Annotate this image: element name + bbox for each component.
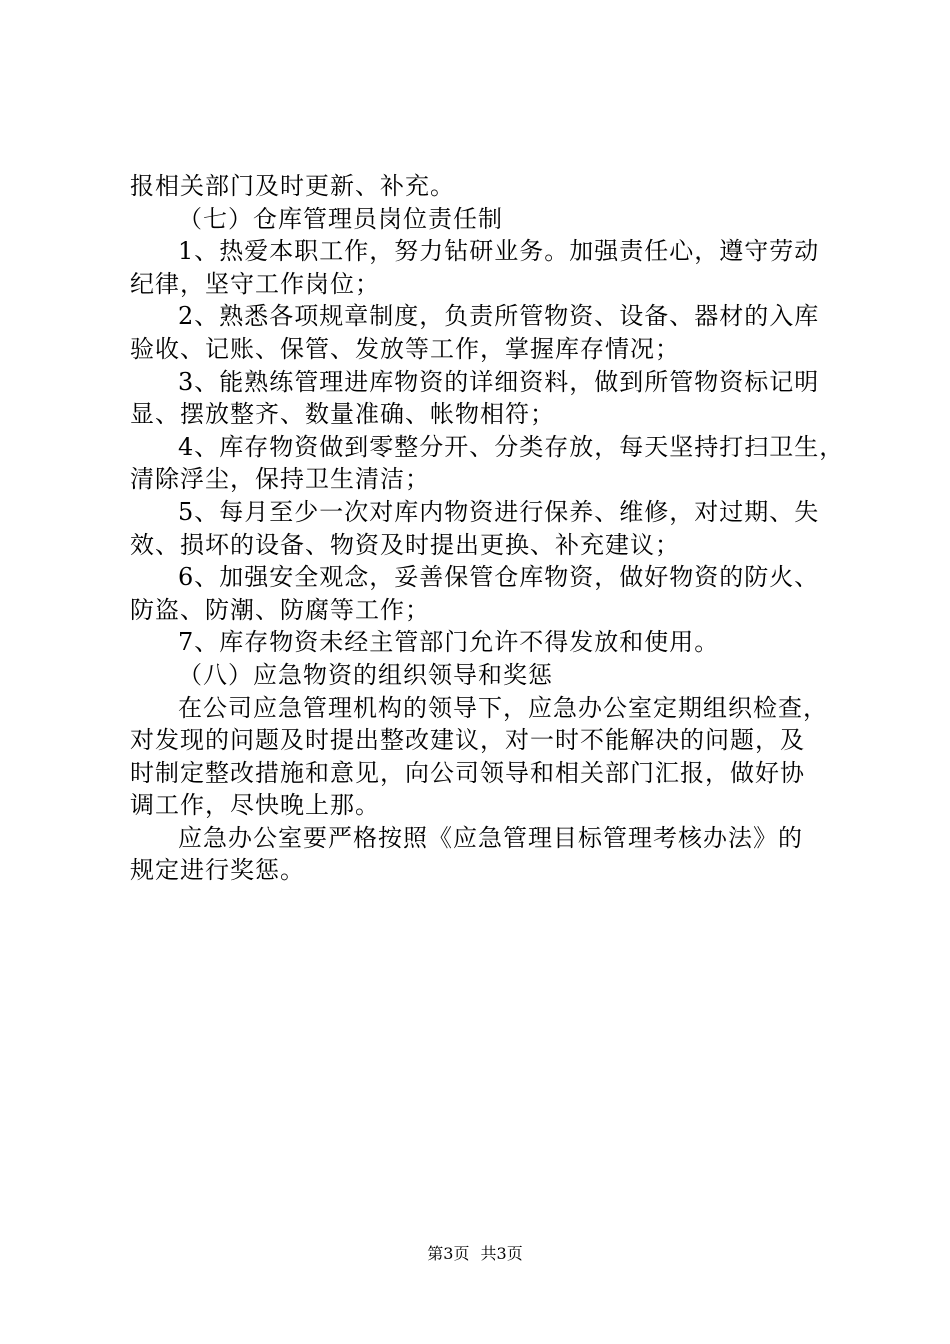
- text-line: 4、库存物资做到零整分开、分类存放，每天坚持打扫卫生，: [178, 432, 845, 461]
- text-line: 时制定整改措施和意见，向公司领导和相关部门汇报，做好协: [130, 758, 805, 787]
- text-line: 清除浮尘，保持卫生清洁；: [130, 465, 430, 494]
- text-line: 调工作，尽快晚上那。: [130, 791, 380, 820]
- page-number: 第3页: [427, 1244, 470, 1263]
- text-line: 7、库存物资未经主管部门允许不得发放和使用。: [178, 628, 720, 657]
- text-line: 防盗、防潮、防腐等工作；: [130, 595, 430, 624]
- text-line: 报相关部门及时更新、补充。: [130, 172, 455, 200]
- text-line: 3、能熟练管理进库物资的详细资料，做到所管物资标记明: [178, 367, 820, 396]
- text-line: 显、摆放整齐、数量准确、帐物相符；: [130, 400, 555, 429]
- section-heading-7: （七）仓库管理员岗位责任制: [178, 204, 503, 233]
- text-line: 5、每月至少一次对库内物资进行保养、维修，对过期、失: [178, 497, 820, 526]
- text-line: 应急办公室要严格按照《应急管理目标管理考核办法》的: [178, 823, 803, 852]
- text-line: 2、熟悉各项规章制度，负责所管物资、设备、器材的入库: [178, 302, 820, 331]
- page-total: 共3页: [480, 1244, 523, 1263]
- document-body: [130, 170, 845, 887]
- text-line: 在公司应急管理机构的领导下，应急办公室定期组织检查，: [178, 693, 828, 722]
- text-line: 验收、记账、保管、发放等工作，掌握库存情况；: [130, 334, 680, 363]
- text-line: 对发现的问题及时提出整改建议，对一时不能解决的问题，及: [130, 726, 805, 755]
- text-line: 6、加强安全观念，妥善保管仓库物资，做好物资的防火、: [178, 563, 820, 592]
- page-footer: [0, 1244, 950, 1264]
- text-line: 效、损坏的设备、物资及时提出更换、补充建议；: [130, 530, 680, 559]
- text-line: 纪律，坚守工作岗位；: [130, 269, 380, 298]
- text-line: 1、热爱本职工作，努力钻研业务。加强责任心，遵守劳动: [178, 237, 820, 266]
- section-heading-8: （八）应急物资的组织领导和奖惩: [178, 660, 553, 689]
- text-line: 规定进行奖惩。: [130, 856, 305, 885]
